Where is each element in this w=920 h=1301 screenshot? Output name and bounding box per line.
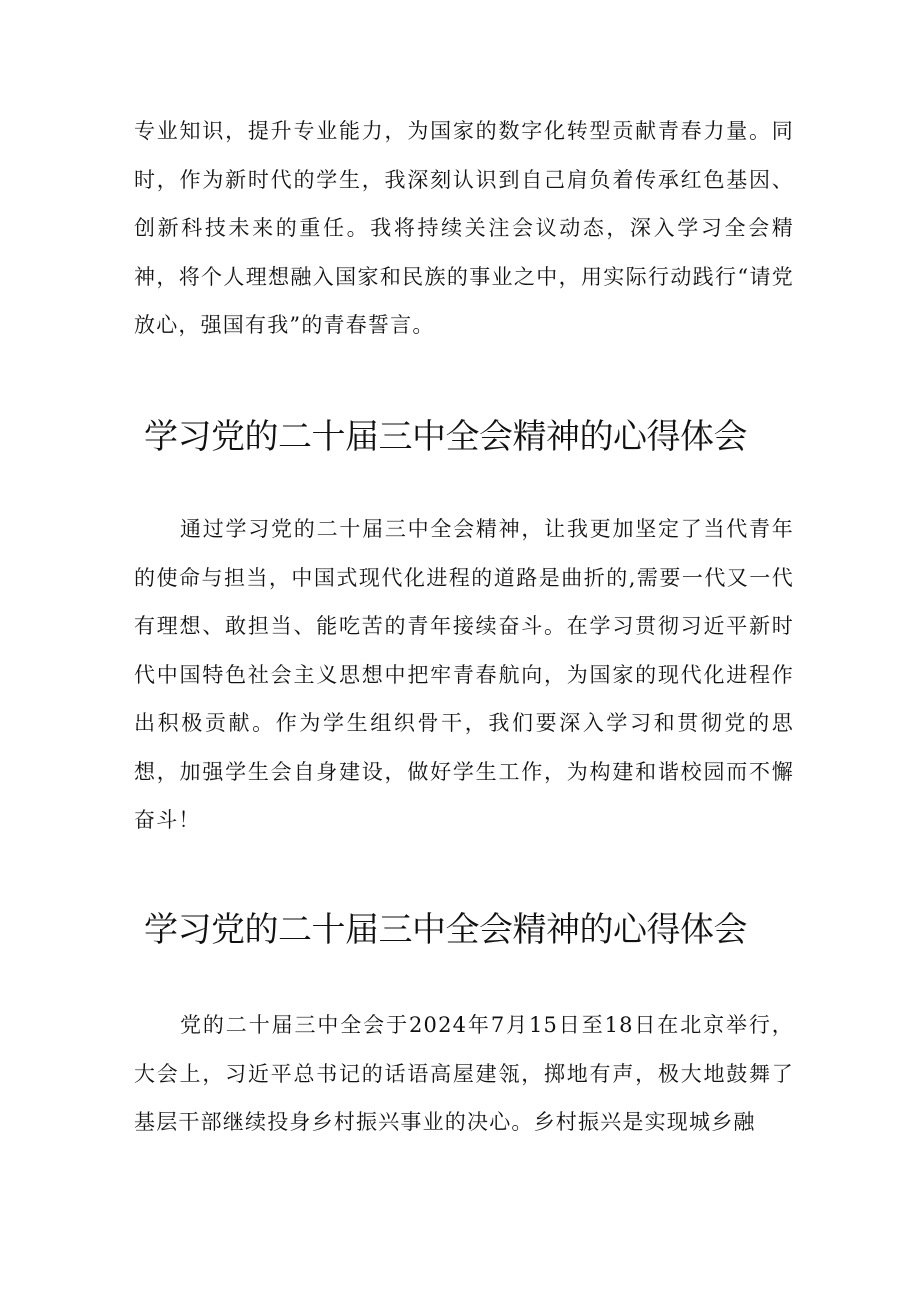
continued-paragraph [134, 107, 794, 350]
paragraph-text: 党的二十届三中全会于2024年7月15日至18日在北京举行，大会上，习近平总书记的话语高屋建瓴，掷地有声，极大地鼓舞了基层干部继续投身乡村振兴事业的决心。乡村振兴是实现城乡融 [134, 1013, 794, 1134]
section-paragraph [134, 1001, 794, 1147]
section-heading: 学习党的二十届三中全会精神的心得体会 [144, 910, 747, 950]
paragraph-text: 专业知识，提升专业能力，为国家的数字化转型贡献青春力量。同时，作为新时代的学生，我深刻认识到自己肩负着传承红色基因、创新科技未来的重任。我将持续关注会议动态，深入学习全会精神，将个人理想融入国家和民族的事业之中，用实际行动践行“请党放心，强国有我”的青春誓言。 [134, 119, 794, 337]
section-heading: 学习党的二十届三中全会精神的心得体会 [144, 417, 747, 457]
section-paragraph [134, 505, 794, 845]
paragraph-text: 通过学习党的二十届三中全会精神，让我更加坚定了当代青年的使命与担当，中国式现代化进程的道路是曲折的,需要一代又一代有理想、敢担当、能吃苦的青年接续奋斗。在学习贯彻习近平新时代中国特色社会主义思想中把牢青春航向，为国家的现代化进程作出积极贡献。作为学生组织骨干，我们要深入学习和贯彻党的思想，加强学生会自身建设，做好学生工作，为构建和谐校园而不懈奋斗！ [134, 517, 794, 832]
